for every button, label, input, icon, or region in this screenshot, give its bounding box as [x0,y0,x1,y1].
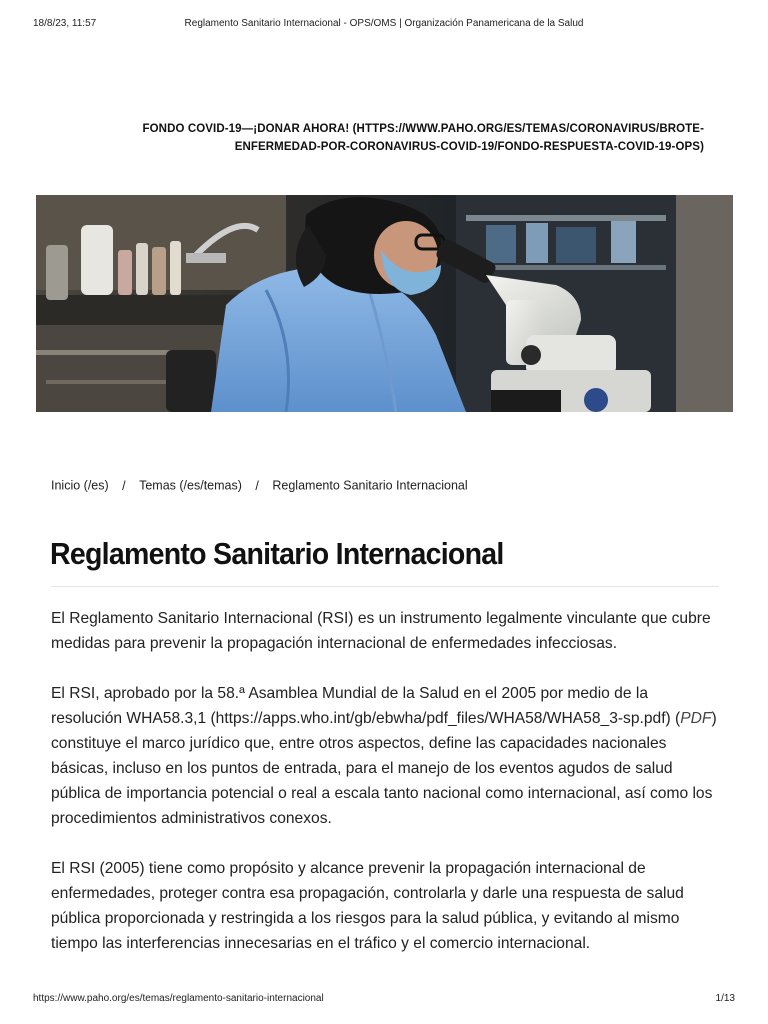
paragraph-1: El Reglamento Sanitario Internacional (RSI) es un instrumento legalmente vinculante que cubre medidas para prevenir la propagación internacional de enfermedades infecciosas. [51,610,711,652]
print-footer [33,993,735,1007]
breadcrumb-separator: / [255,478,259,493]
breadcrumb [51,478,468,493]
breadcrumb-home[interactable]: Inicio (/es) [51,478,109,493]
page-title: Reglamento Sanitario Internacional [50,536,504,571]
paragraph-2 [51,681,723,831]
breadcrumb-current: Reglamento Sanitario Internacional [272,478,468,493]
paragraph-2-text-a[interactable]: El RSI, aprobado por la 58.ª Asamblea Mundial de la Salud en el 2005 por medio de la resolución WHA58.3,1 (https://apps.who.int/gb/ebwha/pdf_files/WHA58/WHA58_3-sp.pdf) ( [51,685,681,727]
print-datetime: 18/8/23, 11:57 [33,18,97,29]
hero-lab-illustration [36,195,733,412]
print-url: https://www.paho.org/es/temas/reglamento-sanitario-internacional [33,993,324,1004]
pdf-label: PDF [680,710,712,727]
breadcrumb-separator: / [122,478,126,493]
paragraph-3: El RSI (2005) tiene como propósito y alcance prevenir la propagación internacional de enfermedades, proteger contra esa propagación, controlarla y darle una respuesta de salud pública proporcionada y restringida a los riesgos para la salud pública, y evitando al mismo tiempo las interferencias innecesarias en el tráfico y el comercio internacional. [51,860,684,952]
print-page-counter: 1/13 [715,993,735,1004]
print-header [33,18,735,32]
donate-line-2: ENFERMEDAD-POR-CORONAVIRUS-COVID-19/FONDO-RESPUESTA-COVID-19-OPS) [234,141,704,153]
covid-donate-link[interactable] [60,120,704,156]
hero-image [36,195,733,412]
title-divider [51,586,719,587]
donate-line-1: FONDO COVID-19—¡DONAR AHORA! (HTTPS://WWW.PAHO.ORG/ES/TEMAS/CORONAVIRUS/BROTE- [142,123,704,135]
print-page-title: Reglamento Sanitario Internacional - OPS/OMS | Organización Panamericana de la Salud [184,18,584,29]
article-body [51,606,723,981]
paragraph-2-text-b: ) constituye el marco jurídico que, entre otros aspectos, define las capacidades nacionales básicas, incluso en los puntos de entrada, para el manejo de los eventos agudos de salud pública de importancia potencial o real a escala tanto nacional como internacional, así como los procedimientos administrativos conexos. [51,710,717,827]
breadcrumb-temas[interactable]: Temas (/es/temas) [139,478,242,493]
